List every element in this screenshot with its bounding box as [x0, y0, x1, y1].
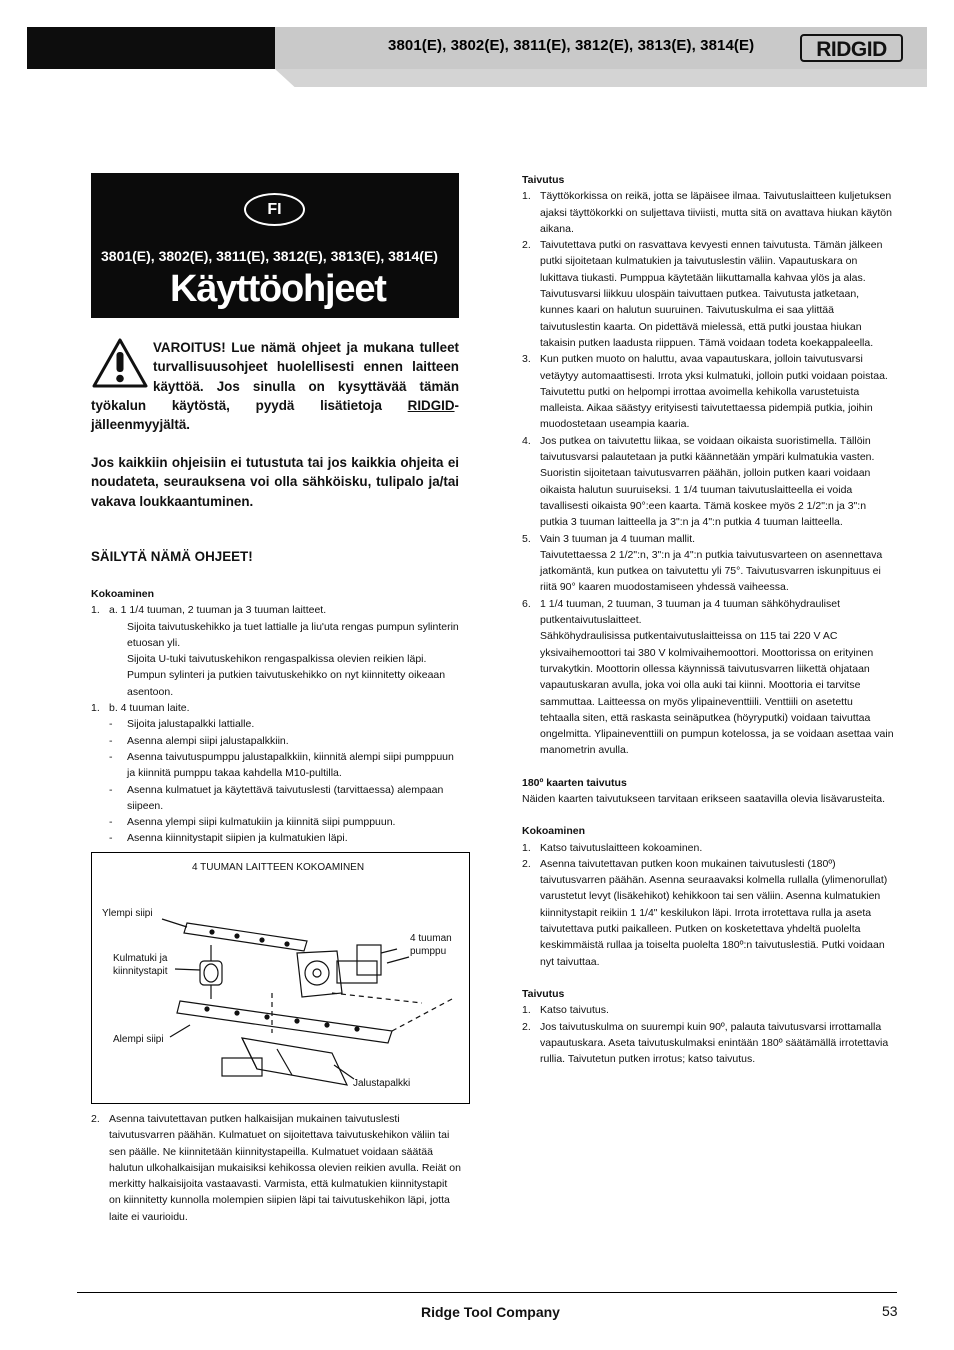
bending2-heading: Taivutus — [522, 987, 565, 1000]
item-text: Sijoita taivutuskehikko ja tuet lattialle ja liu'uta rengas pumpun sylinterin etuosan yli. — [127, 620, 459, 649]
dash-bullet: - — [109, 750, 113, 763]
item-text: Taivutettava putki on rasvattava kevyesti ennen taivutusta. Tämän jälkeen putki sijoitetaan kulmatukien ja taivutuslestin väliin. Vapautuskara on lukittava tiukasti. Pumppua käytetään liikuttamalla kahvaa ylös ja alas. Taivutusvarsi liikkuu ulospäin taivuttaen putkea. Taivutusta jatketaan, kunnes kaari on halutun suuruinen. Taivutuskulma ei saa ylittää taivutuslestin kaarta. On pidettävä mielessä, että putki joustaa hiukan takaisin putken laadusta riippuen. Tämä voidaan todeta koekappaleella. — [540, 239, 883, 349]
item-text: Asenna kiinnitystapit siipien ja kulmatukien läpi. — [127, 832, 348, 845]
item-text: Asenna taivutuspumppu jalustapalkkiin, kiinnitä alempi siipi pumppuun ja kiinnitä pumppu takaa kahdella M10-pultilla. — [127, 750, 454, 780]
footer-company: Ridge Tool Company — [421, 1304, 560, 1320]
list-item — [522, 188, 894, 237]
list-item — [91, 749, 461, 782]
item-number: 6. — [522, 597, 531, 610]
item-text: Jos taivutuskulma on suurempi kuin 90º, palauta taivutusvarsi irrottamalla vapautuskara. Aseta taivutuskulmaksi enintään 180º säätämällä irrotettavia rullia. Taivutetun putken irrotus; katso taivutus. — [540, 1020, 889, 1066]
assembly-figure — [91, 852, 470, 1104]
ridgid-logo — [800, 33, 903, 63]
language-badge: FI — [244, 193, 305, 226]
assembly-step-2 — [91, 1111, 461, 1225]
assembly-drawing — [92, 853, 471, 1105]
leader-line — [170, 1025, 190, 1037]
assembly-step-list — [91, 716, 461, 846]
item-title: a. 1 1/4 tuuman, 2 tuuman ja 3 tuuman laitteet. — [109, 604, 327, 617]
item-text: Sijoita U-tuki taivutuskehikon rengaspalkissa olevien reikien läpi. Pumpun sylinteri ja putkien taivutuskehikko on nyt kiinnitetty oikeaan asentoon. — [127, 653, 446, 698]
assembly2-heading: Kokoaminen — [522, 825, 586, 838]
item-text: Jos putkea on taivutettu liikaa, se voidaan oikaista suoristimella. Tällöin taivutusvarsi palautetaan ja putki käännetään ympäri kulmatukia vasten. Suoristin sijoitetaan taivutusvarren päähän, jolloin putken kaari voidaan oikaista halutun suuruiseksi. 1 1/4 tuuman taivutuslaitteella ei voida tavallisesti oikaista 90°:een kaarta. Tämä koskee myös 2 1/2":n ja 3":n putkia 3 tuuman laitteella ja 3":n ja 4":n putkia 4 tuuman laitteella. — [540, 434, 875, 529]
bending2-list — [522, 1002, 894, 1067]
figure-title: 4 TUUMAN LAITTEEN KOKOAMINEN — [192, 862, 365, 873]
right-column — [522, 172, 894, 1067]
item-text: Katso taivutuslaitteen kokoaminen. — [540, 841, 703, 854]
item-text: Asenna ylempi siipi kulmatukiin ja kiinnitä siipi pumppuun. — [127, 816, 396, 829]
label-base-beam: Jalustapalkki — [353, 1078, 411, 1089]
warning-text — [91, 338, 459, 434]
label-lower-wing: Alempi siipi — [113, 1034, 164, 1045]
label-upper-wing: Ylempi siipi — [102, 908, 153, 919]
assembly2-list — [522, 840, 894, 970]
item-text: Asenna taivutettavan putken halkaisijan mukainen taivutuslesti taivutusvarren päähän. Kulmatuet on sijoitettava taivutuskehikon väliin tai sen päälle. Ne kiinnitetään kiinnitystapeilla. Kulmatuet voidaan säätää halutun ulkohalkaisijan mukaisiksi kehikossa olevien reikien avulla. Reiät on merkitty halkaisijoita vastaavasti. Varmista, että kulmatukien kiinnitystapit on kiinnitetty kunnolla molempien siipien läpi tai taivutuskehikon läpi, jotta laite ei vaurioidu. — [109, 1113, 461, 1223]
item-number: 1. — [522, 841, 531, 854]
item-number: 1. — [522, 190, 531, 203]
item-text: Asenna taivutettavan putken koon mukainen taivutuslesti (180º) taivutusvarren päähän. Asenna seuraavaksi kolmella rullalla (ylimenorullat) varustetut levyt (lisäkehikot) kehikkoon tai sen väliin. Asenna kulmatukien kiinnitystapit reikiin 1 1/4" keskilukon läpi. Irrota irrotettava rulla ja aseta taivutettava putki paikalleen. Putken on kosketettava yhdeltä puolelta keskimmäistä rullaa ja toiselta puolelta 180º:n taivutuslestiä. Putki voidaan nyt taivuttaa. — [540, 857, 888, 968]
title-box — [91, 173, 459, 318]
dash-bullet: - — [109, 783, 113, 796]
item-number: 2. — [91, 1113, 100, 1125]
item-text: Täyttökorkissa on reikä, jotta se läpäisee ilmaa. Taivutuslaitteen kuljetuksen ajaksi täyttökorkki on suljettava tiiviisti, mutta sitä on avattava hiukan käytön aikana. — [540, 190, 892, 235]
bending-list — [522, 188, 894, 758]
list-item — [522, 840, 894, 856]
leader-line — [334, 1065, 354, 1079]
item-text: Asenna alempi siipi jalustapalkkiin. — [127, 734, 289, 747]
page-title: Käyttöohjeet — [170, 268, 386, 310]
bends180-heading: 180º kaarten taivutus — [522, 776, 627, 789]
footer-divider — [77, 1292, 897, 1293]
item-number: 2. — [522, 857, 531, 870]
leader-line — [162, 919, 187, 927]
warning-lead: VAROITUS! Lue nämä ohjeet ja mukana tulleet turvallisuusohjeet huolellisesti ennen laitteen käyttöä. Jos sinulla on kysyttävää tämän työkalun käytöstä, pyydä lisätietoja — [91, 340, 459, 413]
bending-heading: Taivutus — [522, 174, 565, 186]
item-text: 1 1/4 tuuman, 2 tuuman, 3 tuuman ja 4 tuuman sähköhydrauliset putkentaivutuslaitteet. Sähköhydraulisissa putkentaivutuslaitteissa on 115 tai 220 V AC yksivaihemoottori tai 380 V kolmivaihemoottori. Moottorissa on erityinen turvakytkin. Moottorin ollessa käynnissä taivutusvarren liikettä ohjataan vapautuskaran avulla, joka voi olla auki tai kiinni. Moottoria ei tarvitse sammuttaa. Laitteessa on myös ylipaineventtiili. Venttiili on asetettu tehtaalla siten, että raskasta seinäputkea (höyryputki) voidaan taivuttaa ongelmitta. Ylipaineventtiili on pumpun kotelossa, ja se voidaan asettaa vain manometrin avulla. — [540, 597, 894, 757]
item-number: 1. — [522, 1004, 531, 1017]
header-stripe — [275, 69, 927, 87]
list-item — [91, 1111, 461, 1225]
list-item — [522, 1002, 894, 1018]
logo-text: RIDGID — [816, 38, 887, 61]
list-item — [522, 856, 894, 970]
dash-bullet: - — [109, 718, 113, 731]
base-beam — [242, 1038, 347, 1085]
leader-line — [387, 957, 409, 963]
list-item — [522, 531, 894, 596]
leader-line — [175, 969, 200, 970]
item-number: 4. — [522, 434, 531, 447]
item-number: 1. — [91, 604, 100, 617]
upper-wing — [184, 923, 307, 951]
item-text: Asenna kulmatuet ja käytettävä taivutuslesti (tarvittaessa) alempaan siipeen. — [127, 783, 444, 812]
label-pump: 4 tuuman pumppu — [410, 933, 452, 957]
list-item — [91, 700, 461, 716]
item-number: 2. — [522, 1020, 531, 1033]
item-text: Sijoita jalustapalkki lattialle. — [127, 718, 255, 731]
list-item — [522, 237, 894, 351]
assembly-heading: Kokoaminen — [91, 588, 155, 600]
list-item — [91, 733, 461, 749]
title-model-numbers: 3801(E), 3802(E), 3811(E), 3812(E), 3813(E), 3814(E) — [101, 248, 438, 264]
page-number: 53 — [882, 1303, 898, 1319]
header-model-numbers: 3801(E), 3802(E), 3811(E), 3812(E), 3813(E), 3814(E) — [388, 37, 755, 54]
header-black-band — [27, 27, 275, 69]
item-number: 5. — [522, 532, 531, 545]
list-item — [91, 716, 461, 732]
list-item — [91, 814, 461, 830]
item-title: b. 4 tuuman laite. — [109, 702, 190, 715]
list-item — [91, 782, 461, 815]
lower-wing — [177, 1001, 392, 1043]
bends180-text: Näiden kaarten taivutukseen tarvitaan erikseen saatavilla olevia lisävarusteita. — [522, 792, 886, 805]
dash-bullet: - — [109, 832, 113, 845]
warning-tail: -jälleenmyyjältä. — [91, 397, 459, 433]
dash-bullet: - — [109, 816, 113, 829]
list-item — [522, 596, 894, 759]
dash-bullet: - — [109, 734, 113, 747]
item-number: 1. — [91, 702, 100, 715]
save-instructions: SÄILYTÄ NÄMÄ OHJEET! — [91, 549, 253, 564]
item-text: Katso taivutus. — [540, 1004, 609, 1017]
warning-consequence: Jos kaikkiin ohjeisiin ei tutustuta tai jos kaikkia ohjeita ei noudateta, seurauksena voi olla sähköisku, tulipalo ja/tai vakava loukkaantuminen. — [91, 455, 459, 509]
list-item — [522, 1019, 894, 1068]
list-item — [91, 602, 461, 700]
ridgid-brand-link: RIDGID — [407, 397, 455, 413]
list-item — [522, 433, 894, 531]
item-number: 3. — [522, 353, 531, 366]
list-item — [91, 830, 461, 846]
item-number: 2. — [522, 239, 531, 252]
item-text: Kun putken muoto on haluttu, avaa vapautuskara, jolloin taivutusvarsi vetäytyy automaattisesti. Irrota yksi kulmatuki, jolloin putki voidaan poistaa. Taivutettu putki on helpompi irrottaa avoimella kehikolla varustetuista malleista. Aikaa säästyy erityisesti taivutettaessa pidempiä putkia, joihin muodostetaan useampia kaaria. — [540, 353, 888, 431]
label-angle-support: Kulmatuki ja kiinnitystapit — [113, 953, 168, 977]
pump-body — [297, 951, 342, 997]
list-item — [522, 351, 894, 432]
item-text: Vain 3 tuuman ja 4 tuuman mallit. Taivutettaessa 2 1/2":n, 3":n ja 4":n putkia taivutusvarteen on asennettava jatkomäntä, kun putkea on taivutettu yli 75°. Taivutusvarren iskunpituus ei riitä 90° kaaren muodostamiseen yhdessä vaiheessa. — [540, 532, 883, 594]
assembly-section — [91, 586, 461, 847]
